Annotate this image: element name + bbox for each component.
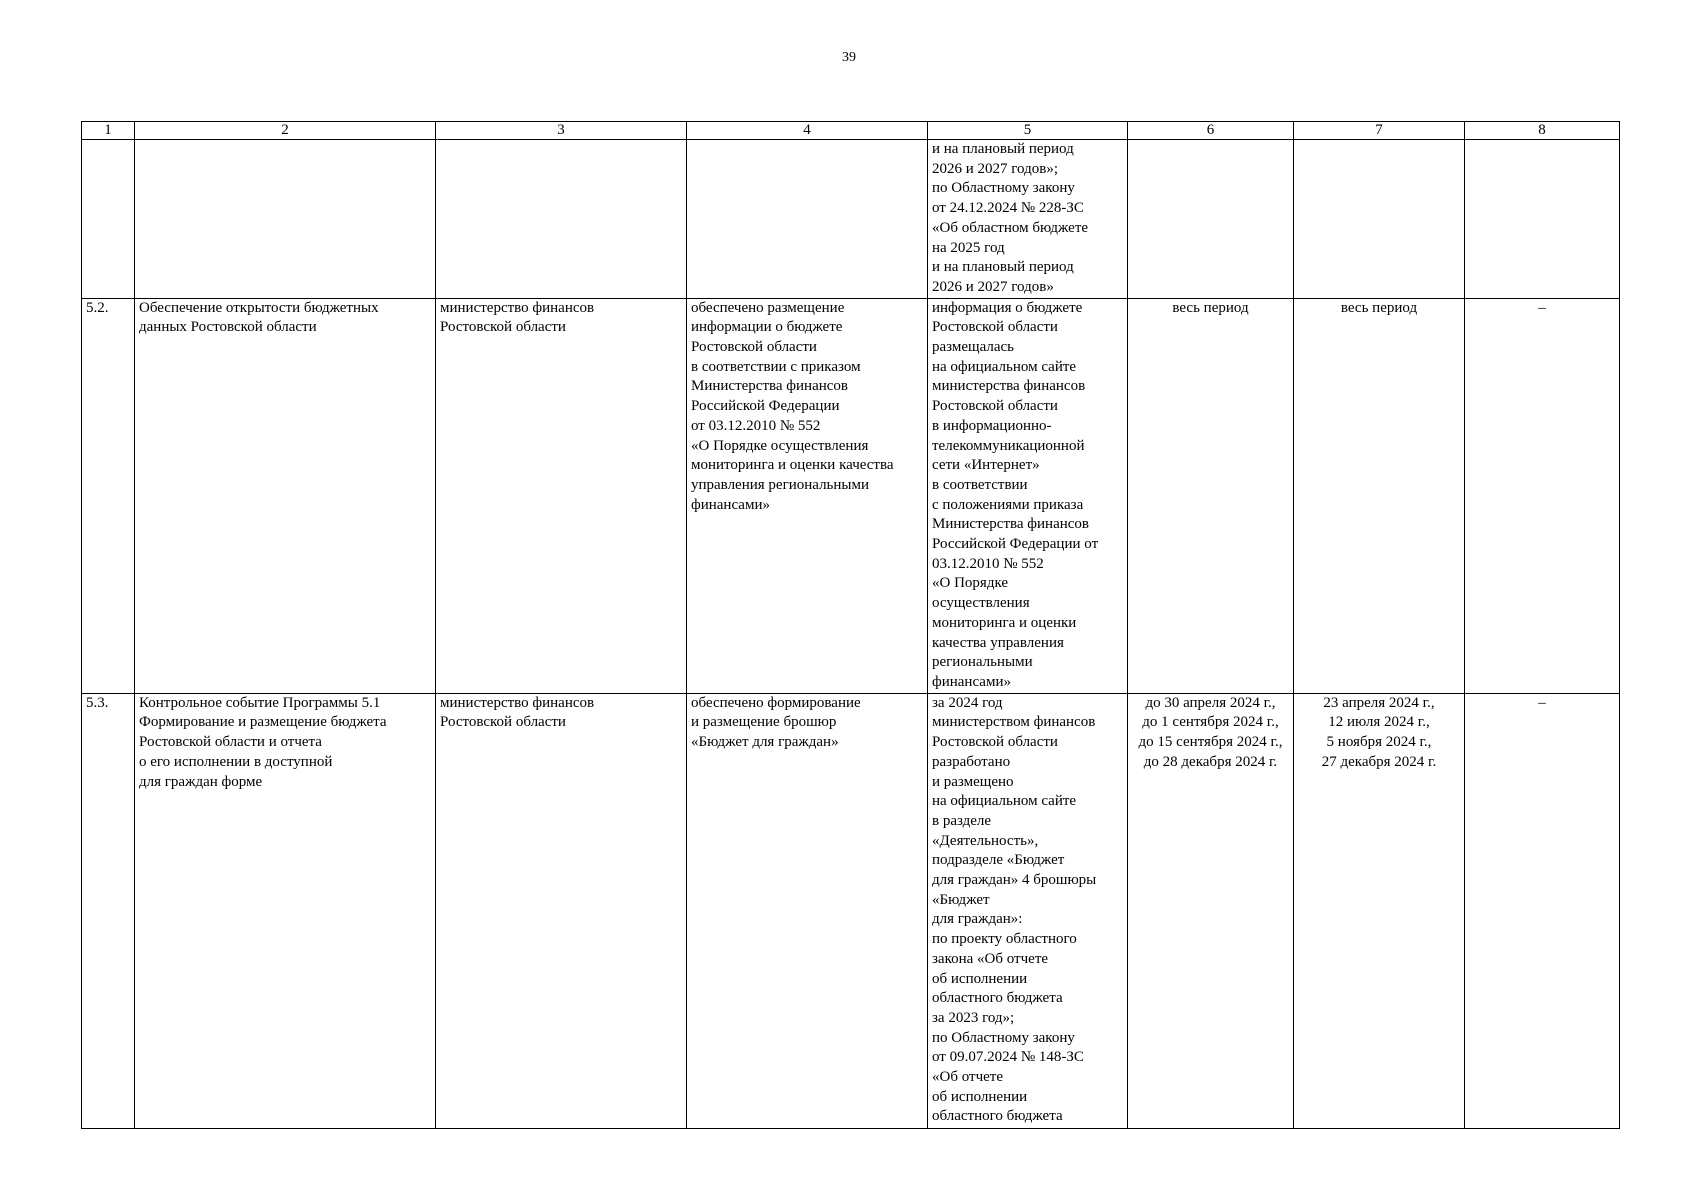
cell-line: 5 ноября 2024 г., <box>1326 734 1432 751</box>
column-header: 2 <box>135 122 436 140</box>
cell-line: по Областному закону <box>932 1029 1075 1046</box>
row-number-cell <box>82 140 135 299</box>
cell-line: и на плановый период <box>932 141 1074 157</box>
cell-line: до 30 апреля 2024 г., <box>1145 694 1276 711</box>
cell-line: до 15 сентября 2024 г., <box>1138 734 1283 751</box>
cell-line: от 09.07.2024 № 148-ЗС <box>932 1049 1084 1066</box>
cell-line: областного бюджета <box>932 990 1063 1007</box>
cell-line: Российской Федерации <box>691 398 840 415</box>
row-number-cell: 5.2. <box>82 298 135 693</box>
column-header: 4 <box>687 122 928 140</box>
expected-result-cell <box>687 298 928 693</box>
cell-line: подразделе «Бюджет <box>932 852 1065 869</box>
cell-line: по проекту областного <box>932 931 1077 948</box>
cell-line: Ростовской области <box>932 319 1058 336</box>
cell-line: «Бюджет <box>932 891 990 908</box>
note-cell: – <box>1465 298 1620 693</box>
executor-cell <box>436 693 687 1128</box>
table-body <box>82 122 1620 1129</box>
cell-line: до 28 декабря 2024 г. <box>1143 753 1278 770</box>
cell-line: 2026 и 2027 годов» <box>932 278 1054 295</box>
report-table <box>81 121 1620 1129</box>
cell-line: министерство финансов <box>440 299 595 316</box>
cell-line: Ростовской области <box>932 398 1058 415</box>
cell-line: в соответствии с приказом <box>691 358 861 375</box>
page-number: 39 <box>842 50 856 65</box>
cell-line: финансами» <box>691 496 770 513</box>
cell-line: «Деятельность», <box>932 832 1039 849</box>
cell-line: обеспечено размещение <box>691 299 845 316</box>
cell-line: «Об отчете <box>932 1069 1003 1086</box>
cell-line: в разделе <box>932 812 992 829</box>
cell-line: 03.12.2010 № 552 <box>932 555 1044 572</box>
column-header: 3 <box>436 122 687 140</box>
column-header: 1 <box>82 122 135 140</box>
expected-result-cell <box>687 693 928 1128</box>
cell-line: качества управления <box>932 634 1064 651</box>
table-row <box>82 693 1620 1128</box>
cell-line: в соответствии <box>932 476 1028 493</box>
cell-line: от 03.12.2010 № 552 <box>691 417 821 434</box>
cell-line: за 2024 год <box>932 694 1003 711</box>
cell-line: 2026 и 2027 годов»; <box>932 160 1059 177</box>
cell-line: на 2025 год <box>932 239 1005 256</box>
cell-line: и размещение брошюр <box>691 714 837 731</box>
cell-line: весь период <box>1172 299 1249 316</box>
actual-date-cell <box>1294 140 1465 299</box>
cell-line: о его исполнении в доступной <box>139 753 333 770</box>
cell-line: министерства финансов <box>932 378 1086 395</box>
cell-line: министерством финансов <box>932 714 1096 731</box>
cell-line: Ростовской области <box>932 734 1058 751</box>
cell-line: мониторинга и оценки <box>932 614 1077 631</box>
cell-line: осуществления <box>932 595 1030 612</box>
cell-line: обеспечено формирование <box>691 694 861 711</box>
cell-line: данных Ростовской области <box>139 319 317 336</box>
cell-line: на официальном сайте <box>932 358 1077 375</box>
cell-line: за 2023 год»; <box>932 1009 1015 1026</box>
cell-line: финансами» <box>932 673 1011 690</box>
cell-line: Министерства финансов <box>691 378 848 395</box>
actual-date-cell <box>1294 693 1465 1128</box>
cell-line: сети «Интернет» <box>932 457 1040 474</box>
event-name-cell <box>135 298 436 693</box>
cell-line: Формирование и размещение бюджета <box>139 714 387 731</box>
actual-result-cell <box>928 140 1128 299</box>
table-row <box>82 298 1620 693</box>
table-row <box>82 140 1620 299</box>
cell-line: Российской Федерации от <box>932 536 1099 553</box>
cell-line: информации о бюджете <box>691 319 843 336</box>
planned-date-cell <box>1128 140 1294 299</box>
expected-result-cell <box>687 140 928 299</box>
cell-line: Ростовской области и отчета <box>139 734 322 751</box>
cell-line: информация о бюджете <box>932 299 1083 316</box>
note-cell <box>1465 140 1620 299</box>
cell-line: на официальном сайте <box>932 793 1077 810</box>
cell-line: размещалась <box>932 339 1015 356</box>
actual-result-cell <box>928 298 1128 693</box>
cell-line: «О Порядке осуществления <box>691 437 869 454</box>
cell-line: разработано <box>932 753 1011 770</box>
cell-line: весь период <box>1340 299 1418 316</box>
cell-line: Ростовской области <box>691 339 817 356</box>
cell-line: в информационно- <box>932 417 1052 434</box>
cell-line: для граждан форме <box>139 773 263 790</box>
column-header: 8 <box>1465 122 1620 140</box>
cell-line: Контрольное событие Программы 5.1 <box>139 694 381 711</box>
cell-line: региональными <box>932 654 1033 671</box>
actual-result-cell <box>928 693 1128 1128</box>
cell-line: областного бюджета <box>932 1108 1063 1125</box>
column-header-row <box>82 122 1620 140</box>
cell-line: об исполнении <box>932 970 1028 987</box>
column-header: 5 <box>928 122 1128 140</box>
cell-line: «О Порядке <box>932 575 1009 592</box>
cell-line: для граждан» 4 брошюры <box>932 872 1097 889</box>
executor-cell <box>436 140 687 299</box>
cell-line: Обеспечение открытости бюджетных <box>139 299 379 316</box>
note-cell: – <box>1465 693 1620 1128</box>
planned-date-cell <box>1128 298 1294 693</box>
cell-line: 27 декабря 2024 г. <box>1321 753 1437 770</box>
event-name-cell <box>135 140 436 299</box>
column-header: 7 <box>1294 122 1465 140</box>
cell-line: и размещено <box>932 773 1014 790</box>
cell-line: с положениями приказа <box>932 496 1084 513</box>
cell-line: 23 апреля 2024 г., <box>1323 694 1435 711</box>
cell-line: до 1 сентября 2024 г., <box>1142 714 1279 731</box>
cell-line: Министерства финансов <box>932 516 1089 533</box>
actual-date-cell <box>1294 298 1465 693</box>
planned-date-cell <box>1128 693 1294 1128</box>
cell-line: «Бюджет для граждан» <box>691 734 839 751</box>
cell-line: от 24.12.2024 № 228-ЗС <box>932 200 1084 217</box>
cell-line: по Областному закону <box>932 180 1075 197</box>
cell-line: мониторинга и оценки качества <box>691 457 894 474</box>
cell-line: для граждан»: <box>932 911 1023 928</box>
cell-line: закона «Об отчете <box>932 950 1049 967</box>
cell-line: 12 июля 2024 г., <box>1328 714 1430 731</box>
cell-line: телекоммуникационной <box>932 437 1085 454</box>
cell-line: об исполнении <box>932 1088 1028 1105</box>
cell-line: «Об областном бюджете <box>932 219 1089 236</box>
column-header: 6 <box>1128 122 1294 140</box>
cell-line: и на плановый период <box>932 259 1074 276</box>
row-number-cell: 5.3. <box>82 693 135 1128</box>
cell-line: управления региональными <box>691 476 870 493</box>
cell-line: министерство финансов <box>440 694 595 711</box>
executor-cell <box>436 298 687 693</box>
cell-line: Ростовской области <box>440 319 566 336</box>
event-name-cell <box>135 693 436 1128</box>
cell-line: Ростовской области <box>440 714 566 731</box>
